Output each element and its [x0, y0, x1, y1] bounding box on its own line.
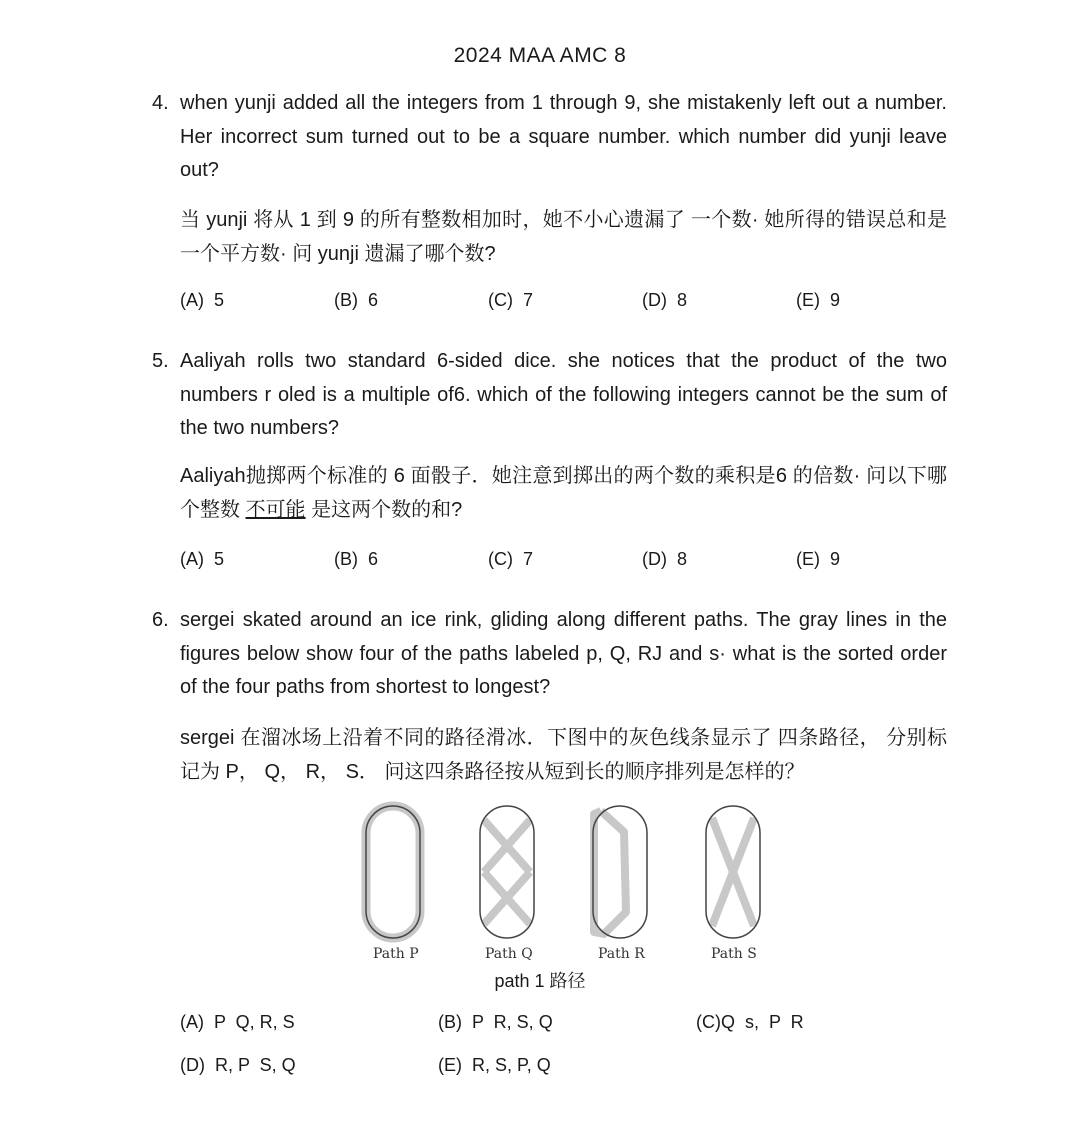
question-5-number: 5. [152, 350, 169, 372]
path-r-label: Path R [598, 946, 645, 962]
path-q-gray-lines [484, 820, 530, 924]
question-4-option-e: (E) 9 [796, 290, 841, 310]
path-q-label: Path Q [485, 946, 533, 962]
question-4-option-d: (D) 8 [642, 290, 687, 310]
path-r-diagram [593, 806, 647, 938]
question-5-option-a: (A) 5 [180, 549, 225, 569]
path-s-diagram [706, 806, 760, 938]
question-5-chinese-post: 是这两个数的和? [305, 499, 463, 521]
question-4-option-a: (A) 5 [180, 290, 225, 310]
path-p-gray-line [366, 806, 420, 938]
question-6-option-e: (E) R, S, P, Q [438, 1055, 551, 1075]
path-p-label: Path P [373, 946, 419, 962]
question-6-english: sergei skated around an ice rink, gliding along different paths. The gray lines in the figures below show four of the paths labeled p, Q, RJ and s· what is the sorted order of the four paths from shortest to longest? [180, 609, 947, 698]
question-5-chinese [180, 459, 947, 527]
question-4-chinese: 当 yunji 将从 1 到 9 的所有整数相加时，她不小心遗漏了 一个数· 她所得的错误总和是一个平方数· 问 yunji 遗漏了哪个数? [180, 209, 947, 265]
question-6-option-a: (A) P Q, R, S [180, 1012, 295, 1032]
question-5-option-e: (E) 9 [796, 549, 841, 569]
question-5-chinese-pre: Aaliyah抛掷两个标准的 6 面骰子．她注意到掷出的两个数的乘积是6 的倍数· 问以下哪个整数 [180, 465, 947, 521]
path-s-gray-lines [712, 818, 754, 926]
path-q-diagram [480, 806, 534, 938]
question-5-english: Aaliyah rolls two standard 6-sided dice. she notices that the product of the two numbers r oled is a multiple of6. which of the following integers cannot be the sum of the two numbers? [180, 350, 947, 439]
question-6-option-c: (C)Q s, P R [696, 1012, 804, 1032]
path-p-rink-outline [366, 806, 420, 938]
question-4-option-b: (B) 6 [334, 290, 379, 310]
question-5-emphasis: 不可能 [245, 499, 306, 521]
figure-caption: path 1 路径 [494, 971, 586, 991]
question-5-option-d: (D) 8 [642, 549, 687, 569]
page-title: 2024 MAA AMC 8 [453, 44, 627, 67]
question-4-english: when yunji added all the integers from 1 through 9, she mistakenly left out a number. Her incorrect sum turned out to be a square number. which number did yunji leave out? [180, 92, 947, 181]
question-6-option-b: (B) P R, S, Q [438, 1012, 553, 1032]
question-4-number: 4. [152, 92, 169, 114]
question-6-number: 6. [152, 609, 169, 631]
question-6-option-d: (D) R, P S, Q [180, 1055, 296, 1075]
path-s-label: Path S [711, 946, 757, 962]
question-4-option-c: (C) 7 [488, 290, 533, 310]
path-p-diagram [366, 806, 420, 938]
path-r-gray-line [594, 811, 626, 934]
question-6-chinese: sergei 在溜冰场上沿着不同的路径滑冰．下图中的灰色线条显示了 四条路径， 分别标记为 P， Q， R， S． 问这四条路径按从短到长的顺序排列是怎样的？ [180, 727, 947, 783]
question-5-option-b: (B) 6 [334, 549, 379, 569]
question-5-option-c: (C) 7 [488, 549, 533, 569]
